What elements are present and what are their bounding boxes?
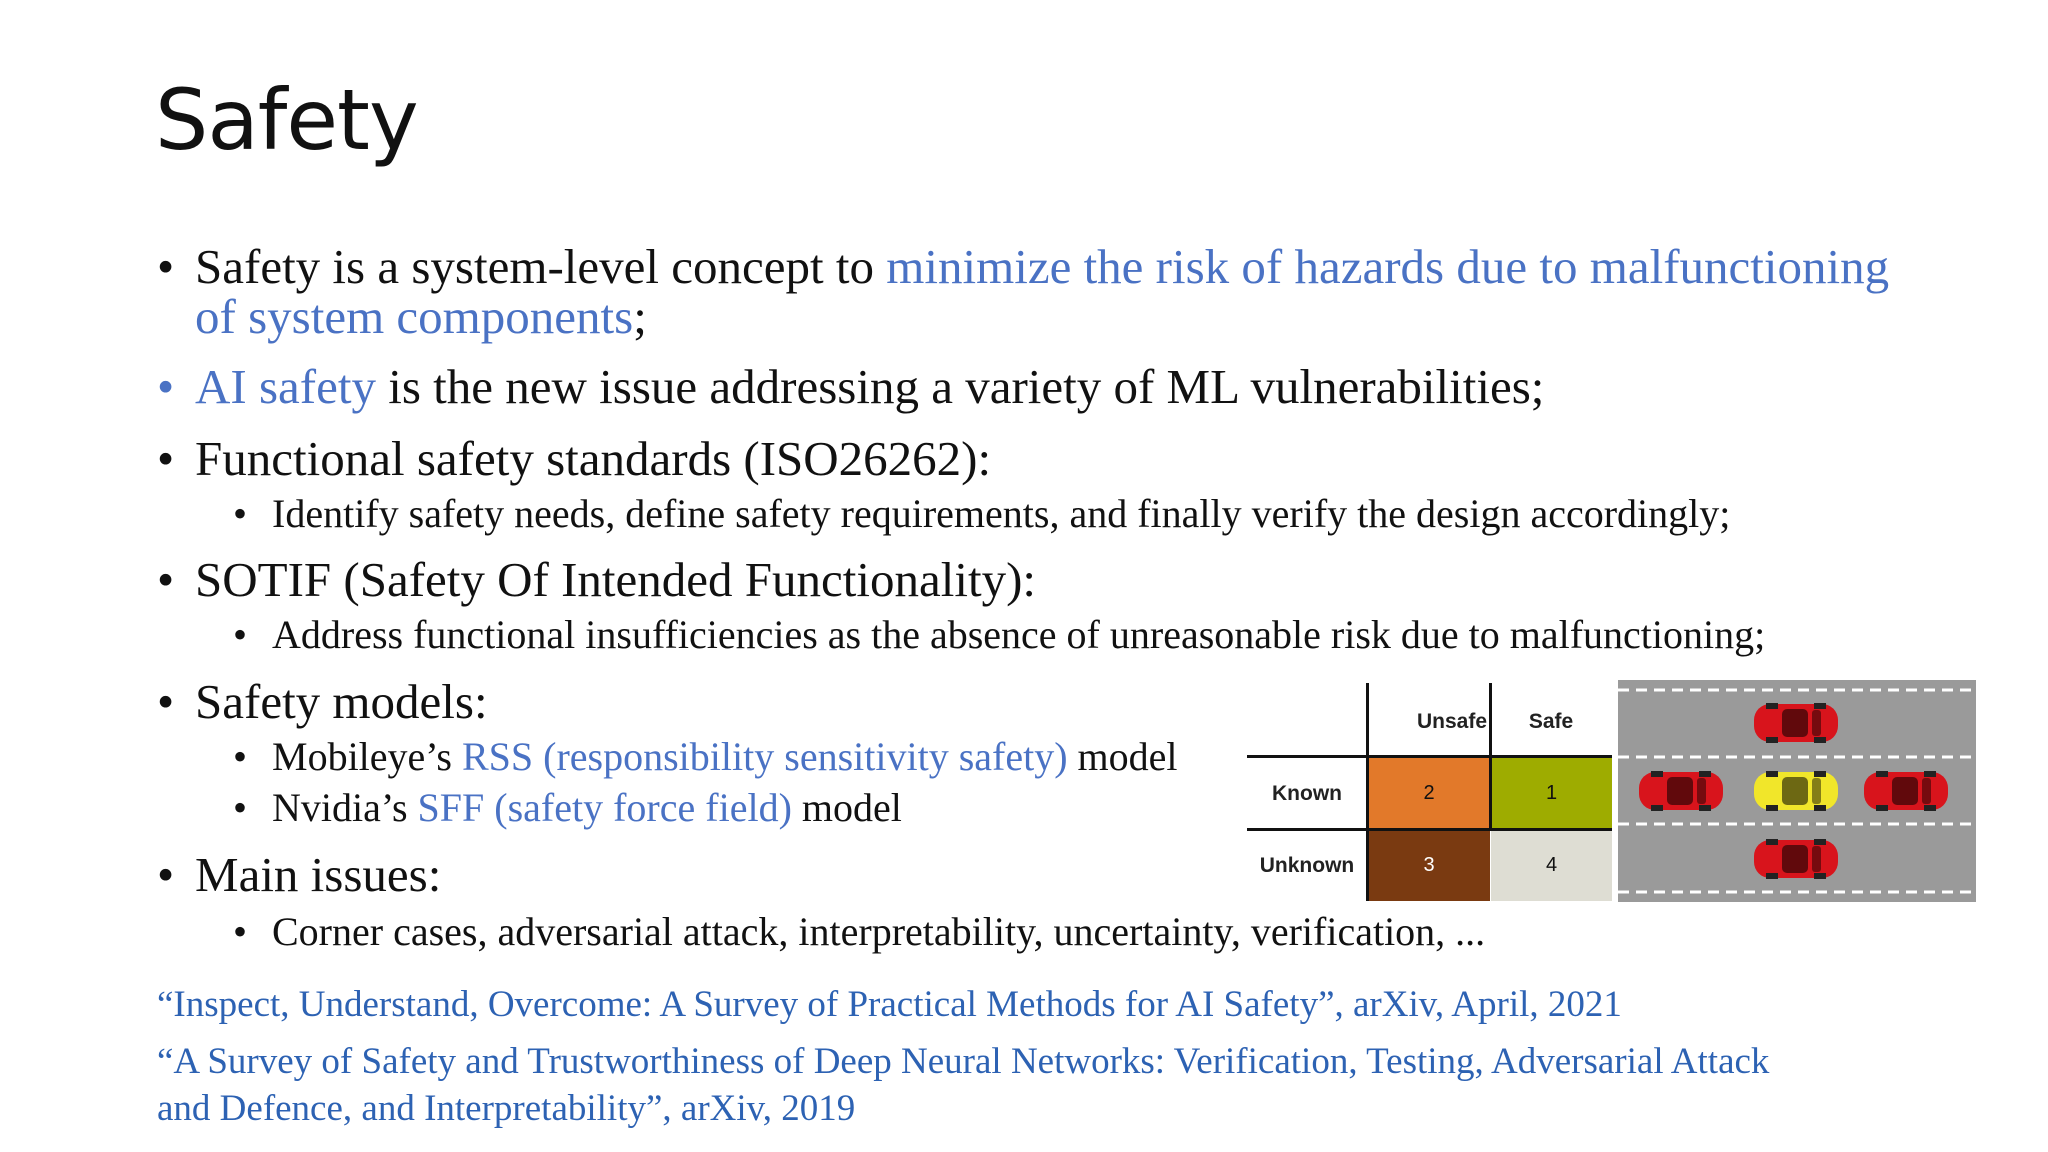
rss-pre: Mobileye’s [272, 734, 462, 779]
matrix-row-unknown: Unknown [1259, 854, 1355, 877]
bullet-dot: • [157, 239, 175, 294]
rss-highlight: RSS (responsibility sensitivity safety) [461, 734, 1068, 779]
bullet-1-highlight-cont: of system components [195, 289, 634, 344]
bullet-5: Safety models: [195, 674, 488, 729]
sff-post: model [791, 785, 902, 830]
bullet-1-end: ; [633, 289, 647, 344]
bullet-3: Functional safety standards (ISO26262): [195, 431, 992, 486]
matrix-divider [1247, 755, 1612, 758]
yellow-car-icon [1754, 771, 1838, 811]
matrix-cell-unknown-safe: 4 [1491, 830, 1612, 901]
matrix-cell-known-safe: 1 [1491, 757, 1612, 829]
bullet-dot: • [157, 674, 175, 729]
bullet-dot: • [157, 552, 175, 607]
citation-1: “Inspect, Understand, Overcome: A Survey of Practical Methods for AI Safety”, arXiv, April, 2021 [157, 984, 1622, 1025]
red-car-icon [1639, 771, 1723, 811]
bullet-5-sub-2 [272, 785, 902, 830]
sff-highlight: SFF (safety force field) [417, 785, 792, 830]
bullet-4: SOTIF (Safety Of Intended Functionality): [195, 552, 1037, 607]
matrix-divider [1247, 828, 1612, 831]
slide-title: Safety [155, 71, 418, 169]
matrix-cell-known-unsafe: 2 [1368, 757, 1490, 829]
bullet-1-text: Safety is a system-level concept to [195, 239, 887, 294]
bullet-5-sub-1 [272, 734, 1178, 779]
matrix-col-unsafe: Unsafe [1416, 710, 1488, 733]
red-car-icon [1754, 839, 1838, 879]
bullet-6-sub-1: Corner cases, adversarial attack, interpretability, uncertainty, verification, ... [272, 909, 1486, 954]
bullet-1-line-2 [195, 289, 647, 344]
car-road-diagram-icon [1618, 680, 1976, 902]
bullet-2-text: is the new issue addressing a variety of ML vulnerabilities; [375, 359, 1545, 414]
citation-2-line-1: “A Survey of Safety and Trustworthiness of Deep Neural Networks: Verification, Testing, Adversarial Attack [157, 1041, 1770, 1082]
sub-bullet-dot: • [233, 909, 248, 954]
bullet-1-line-1 [195, 239, 1890, 294]
bullet-2-highlight: AI safety [195, 359, 376, 414]
matrix-row-known: Known [1272, 782, 1342, 805]
matrix-cell-unknown-unsafe: 3 [1368, 830, 1490, 901]
bullet-dot: • [157, 359, 175, 414]
rss-post: model [1067, 734, 1178, 779]
bullet-3-sub-1: Identify safety needs, define safety requirements, and finally verify the design accordingly; [272, 491, 1731, 536]
matrix-divider [1366, 683, 1369, 901]
bullet-dot: • [157, 847, 175, 902]
bullet-1-highlight: minimize the risk of hazards due to malfunctioning [886, 239, 1890, 294]
bullet-2 [195, 359, 1545, 414]
bullet-6: Main issues: [195, 847, 442, 902]
red-car-icon [1754, 703, 1838, 743]
sub-bullet-dot: • [233, 491, 248, 536]
red-car-icon [1864, 771, 1948, 811]
matrix-col-safe: Safe [1528, 710, 1574, 733]
bullet-4-sub-1: Address functional insufficiencies as the absence of unreasonable risk due to malfunctioning; [272, 612, 1766, 657]
sub-bullet-dot: • [233, 734, 248, 779]
citation-2-line-2: and Defence, and Interpretability”, arXiv, 2019 [157, 1088, 856, 1129]
sub-bullet-dot: • [233, 612, 248, 657]
bullet-dot: • [157, 431, 175, 486]
sub-bullet-dot: • [233, 785, 248, 830]
sff-pre: Nvidia’s [272, 785, 418, 830]
risk-matrix [1247, 683, 1612, 901]
